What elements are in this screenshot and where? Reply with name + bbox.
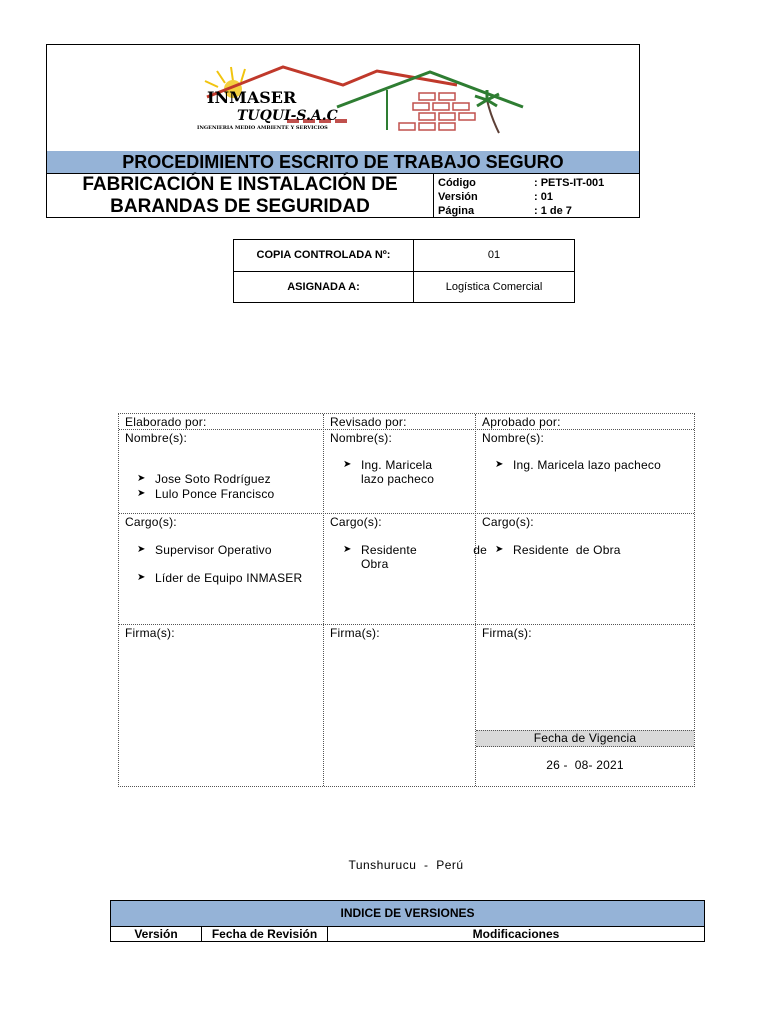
meta-code-row: [438, 176, 638, 190]
list-item: ➤ Lulo Ponce Francisco: [137, 487, 275, 501]
header-aprobado: Aprobado por:: [482, 415, 561, 429]
meta-value: : 1 de 7: [534, 205, 572, 217]
column-divider: [323, 414, 324, 786]
procedure-title: PROCEDIMIENTO ESCRITO DE TRABAJO SEGURO: [47, 151, 639, 174]
logo-line1: INMASER: [207, 88, 297, 107]
assigned-to-label: ASIGNADA A:: [234, 272, 414, 303]
effective-date-label: Fecha de Vigencia: [476, 730, 694, 747]
header-elaborado: Elaborado por:: [125, 415, 207, 429]
brick-wall: [399, 93, 475, 130]
signature-label: Firma(s):: [125, 626, 175, 640]
list-item: ➤ Supervisor Operativo: [137, 543, 272, 557]
signature-label: Firma(s):: [482, 626, 532, 640]
controlled-copy-number: 01: [414, 240, 574, 272]
list-item: ➤ Ing. Maricela lazo pacheco: [495, 458, 661, 472]
cargo-label: Cargo(s):: [125, 515, 177, 529]
names-label: Nombre(s):: [330, 431, 393, 445]
arrow-bullet-icon: ➤: [343, 544, 352, 555]
document-title-line2: BARANDAS DE SEGURIDAD: [110, 196, 370, 217]
location-text: Tunshurucu - Perú: [348, 858, 464, 872]
meta-label: Página: [438, 205, 475, 217]
arrow-bullet-icon: ➤: [137, 544, 146, 555]
signature-label: Firma(s):: [330, 626, 380, 640]
cargo-label: Cargo(s):: [482, 515, 534, 529]
list-item: ➤ Jose Soto Rodríguez: [137, 472, 271, 486]
row-divider: [119, 513, 694, 514]
assigned-to-value: Logística Comercial: [445, 281, 543, 293]
meta-version-row: [438, 190, 638, 204]
row-divider: [119, 429, 694, 430]
arrow-bullet-icon: ➤: [343, 459, 352, 470]
logo-line2: TUQUI-S.A.C: [237, 108, 338, 124]
company-logo-area: [47, 45, 639, 152]
approval-table: [118, 413, 695, 787]
company-logo: [47, 45, 639, 151]
meta-value: : PETS-IT-001: [534, 177, 605, 189]
column-header: Fecha de Revisión: [202, 927, 328, 941]
arrow-bullet-icon: ➤: [495, 459, 504, 470]
list-item: ➤ Líder de Equipo INMASER: [137, 571, 303, 585]
arrow-bullet-icon: ➤: [137, 488, 146, 499]
meta-page-row: [438, 204, 638, 218]
cargo-label: Cargo(s):: [330, 515, 382, 529]
column-header: Modificaciones: [472, 927, 560, 941]
meta-value: : 01: [534, 191, 553, 203]
list-item: ➤ Ing. Maricela: [343, 458, 433, 472]
meta-label: Código: [438, 177, 476, 189]
effective-date-value: 26 - 08- 2021: [546, 758, 624, 772]
arrow-bullet-icon: ➤: [137, 473, 146, 484]
column-header: Versión: [111, 927, 202, 941]
document-header: [46, 44, 640, 218]
logo-tagline: INGENIERIA MEDIO AMBIENTE Y SERVICIOS: [197, 125, 328, 131]
controlled-copy-table: [233, 239, 575, 303]
list-item-continuation: Obra: [361, 557, 389, 571]
controlled-copy-label: COPIA CONTROLADA Nº:: [234, 240, 414, 272]
arrow-bullet-icon: ➤: [137, 572, 146, 583]
versions-index-title: INDICE DE VERSIONES: [111, 901, 704, 927]
list-item: ➤ Residente de: [343, 543, 487, 557]
header-revisado: Revisado por:: [330, 415, 407, 429]
meta-label: Versión: [438, 191, 478, 203]
list-item: ➤ Residente de Obra: [495, 543, 621, 557]
names-label: Nombre(s):: [125, 431, 188, 445]
names-label: Nombre(s):: [482, 431, 545, 445]
versions-index-table: [110, 900, 705, 942]
document-meta: [434, 174, 639, 218]
arrow-bullet-icon: ➤: [495, 544, 504, 555]
palm-tree-icon: [475, 90, 499, 133]
document-title-line1: FABRICACIÓN E INSTALACIÓN DE: [82, 174, 398, 195]
row-divider: [119, 624, 694, 625]
list-item-continuation: lazo pacheco: [361, 472, 435, 486]
document-title: [47, 174, 434, 218]
